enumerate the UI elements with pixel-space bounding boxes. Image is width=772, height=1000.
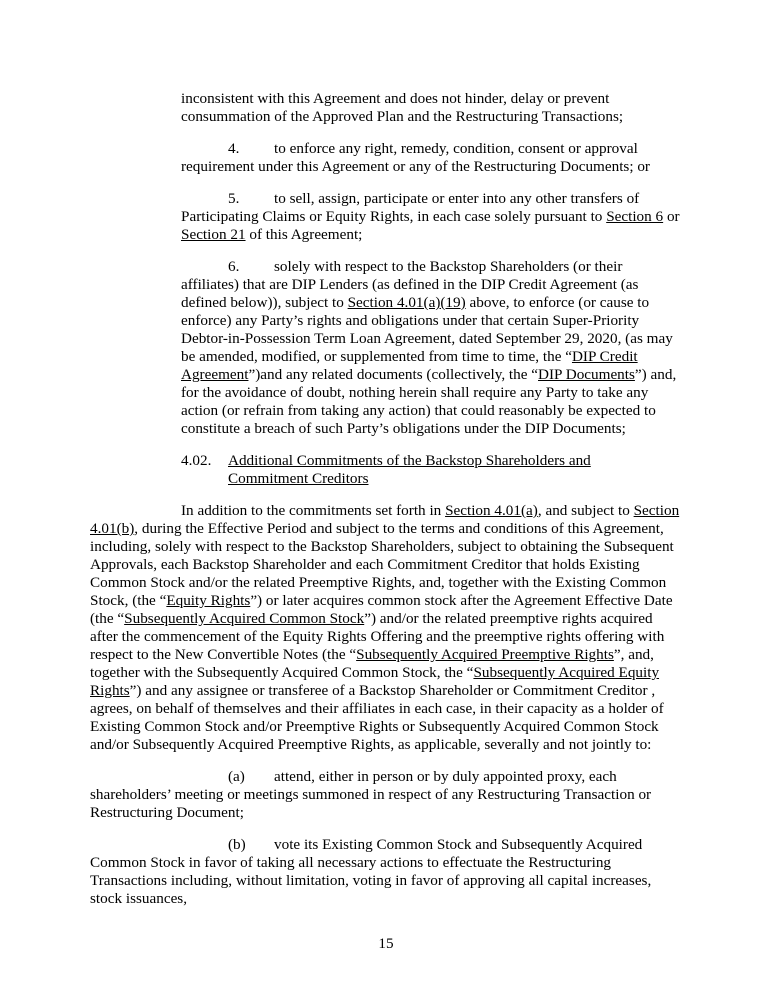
text-run: of this Agreement; — [245, 226, 363, 243]
text-run: or — [663, 208, 680, 225]
item-text — [181, 258, 676, 437]
item-text — [90, 836, 651, 907]
section-heading-4-02 — [181, 452, 680, 488]
text-run: ”) or later acquires common stock after the Agreement Effective Date (the “ — [90, 592, 673, 627]
continuation-paragraph — [181, 90, 680, 126]
text-run: to sell, assign, participate or enter into any other transfers of Participating Claims or Equity Rights, in each case solely pursuant to — [181, 190, 640, 225]
text-run: attend, either in person or by duly appointed proxy, each shareholders’ meeting or meetings summoned in respect of any Restructuring Transaction or Restructuring Document; — [90, 768, 652, 821]
underlined-term: Section 4.01(b) — [90, 502, 680, 537]
text-run: , during the Effective Period and subject to the terms and conditions of this Agreement, including, solely with respect to the Backstop Shareholders, subject to obtaining the Subsequent Approvals, each Backstop Shareholder and each Commitment Creditor that holds Existing Common Stock and/or the related Preemptive Rights, and, together with the Existing Common Stock, (the “ — [90, 520, 674, 609]
text-run: ”, and, together with the Subsequently Acquired Common Stock, the “ — [90, 646, 654, 681]
text-run: , and subject to — [537, 502, 634, 519]
underlined-term: Section 4.01(a)(19) — [347, 294, 466, 311]
numbered-item-5 — [181, 190, 680, 244]
section-number: 4.02. — [181, 452, 212, 469]
item-number: 4. — [228, 140, 240, 157]
underlined-term: Section 4.01(a) — [445, 502, 538, 519]
numbered-item-6 — [181, 258, 680, 438]
underlined-term: Section 21 — [181, 226, 246, 243]
section-title — [228, 452, 591, 487]
text-run: ”)and any related documents (collectively, the “ — [248, 366, 539, 383]
text-run: solely with respect to the Backstop Shareholders (or their affiliates) that are DIP Lenders (as defined in the DIP Credit Agreement (as defined below)), subject to — [181, 258, 639, 311]
item-letter: (a) — [228, 768, 245, 785]
text-run: ”) and any assignee or transferee of a Backstop Shareholder or Commitment Creditor , agrees, on behalf of themselves and their affiliates in each case, in their capacity as a holder of Existing Common Stock and/or Preemptive Rights or Subsequently Acquired Common Stock and/or Subsequently Acquired Preemptive Rights, as applicable, severally and not jointly to: — [90, 682, 664, 753]
lettered-item-a — [90, 768, 680, 822]
underlined-term: Subsequently Acquired Equity Rights — [90, 664, 660, 699]
body-paragraph — [90, 502, 680, 754]
text-run: ”) and, for the avoidance of doubt, nothing herein shall require any Party to take any action (or refrain from taking any action) that could reasonably be expected to constitute a breach of such Party’s obligations under the DIP Documents; — [181, 366, 677, 437]
item-number: 6. — [228, 258, 240, 275]
text-run: inconsistent with this Agreement and does not hinder, delay or prevent consummation of the Approved Plan and the Restructuring Transactions; — [181, 90, 624, 125]
numbered-item-4 — [181, 140, 680, 176]
underlined-term: Section 6 — [606, 208, 664, 225]
lettered-item-b — [90, 836, 680, 908]
underlined-term: Additional Commitments of the Backstop Shareholders and — [228, 452, 591, 469]
underlined-term: Subsequently Acquired Preemptive Rights — [356, 646, 614, 663]
text-run: In addition to the commitments set forth in — [181, 502, 446, 519]
item-letter: (b) — [228, 836, 246, 853]
text-run: to enforce any right, remedy, condition, consent or approval requirement under this Agreement or any of the Restructuring Documents; or — [181, 140, 650, 175]
item-text — [90, 768, 651, 821]
underlined-term: Subsequently Acquired Common Stock — [124, 610, 365, 627]
underlined-term: DIP Credit Agreement — [181, 348, 638, 383]
text-run: vote its Existing Common Stock and Subsequently Acquired Common Stock in favor of taking all necessary actions to effectuate the Restructuring Transactions including, without limitation, voting in favor of approving all capital increases, stock issuances, — [90, 836, 652, 907]
text-run: ”) and/or the related preemptive rights acquired after the commencement of the Equity Rights Offering and the preemptive rights offering with respect to the New Convertible Notes (the “ — [90, 610, 665, 663]
page-number: 15 — [378, 935, 394, 952]
underlined-term: Equity Rights — [166, 592, 251, 609]
underlined-term: DIP Documents — [538, 366, 635, 383]
item-number: 5. — [228, 190, 240, 207]
underlined-term: Commitment Creditors — [228, 470, 369, 487]
text-run: above, to enforce (or cause to enforce) any Party’s rights and obligations under that certain Super-Priority Debtor-in-Possession Term Loan Agreement, dated September 29, 2020, (as may be amended, modified, or supplemented from time to time, the “ — [181, 294, 673, 365]
